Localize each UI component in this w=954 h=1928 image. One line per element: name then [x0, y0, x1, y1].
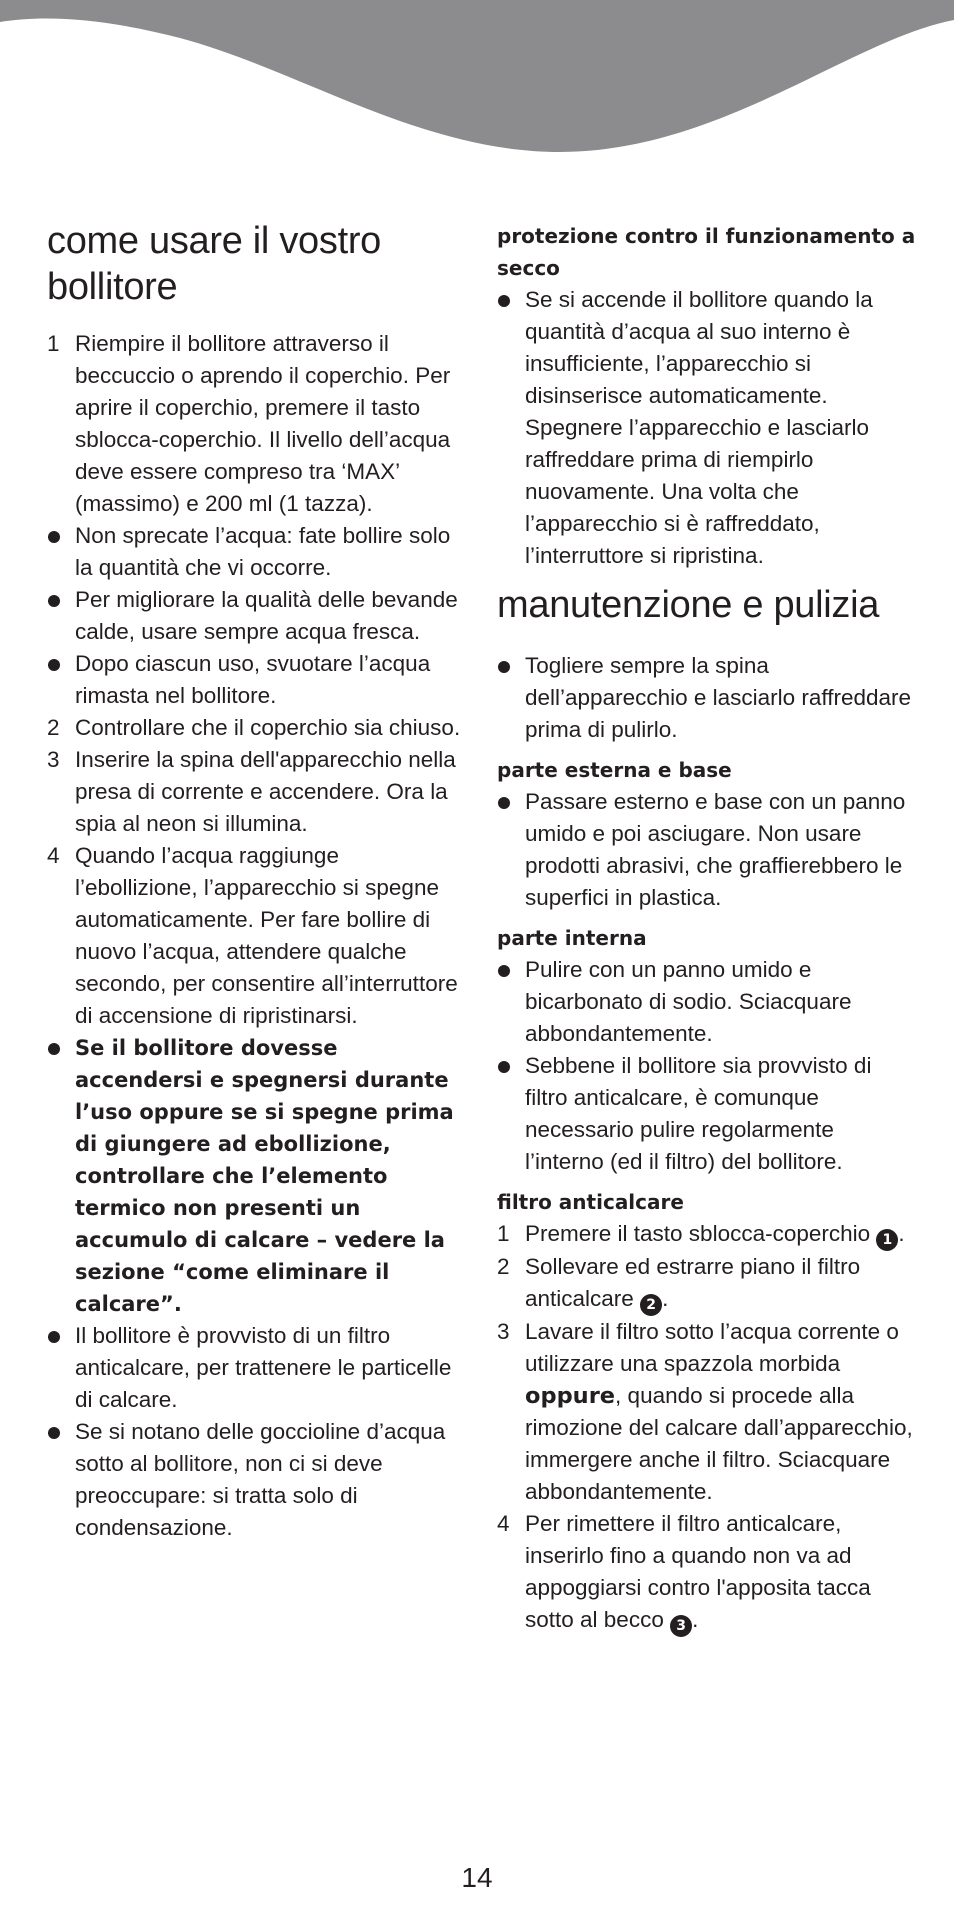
list-item: 4 Quando l’acqua raggiunge l’ebollizione, l’apparecchio si spegne automaticamente. Per fare bollire di nuovo l’acqua, attendere qualche secondo, per consentire all’interruttore di accensione di ripristinarsi.: [47, 840, 467, 1032]
list-item: 2 Controllare che il coperchio sia chiuso.: [47, 712, 467, 744]
bullet-icon: [48, 1043, 60, 1055]
figure-ref-3-icon: 3: [670, 1615, 692, 1637]
step-number: 1: [497, 1221, 510, 1246]
bullet-icon: [498, 965, 510, 977]
list-item: Pulire con un panno umido e bicarbonato di sodio. Sciacquare abbondantemente.: [497, 954, 917, 1050]
list-item: Non sprecate l’acqua: fate bollire solo la quantità che vi occorre.: [47, 520, 467, 584]
step-number: 1: [47, 331, 60, 356]
step-number: 4: [47, 843, 60, 868]
usage-list: [47, 328, 467, 1544]
list-item: Se si accende il bollitore quando la quantità d’acqua al suo interno è insufficiente, l’apparecchio si disinserisce automaticamente. Spegnere l’apparecchio e lasciarlo raffreddare prima di riempirlo nuovamente. Una volta che l’apparecchio si è raffreddato, l’interruttore si ripristina.: [497, 284, 917, 572]
figure-ref-2-icon: 2: [640, 1294, 662, 1316]
list-item: 3 Lavare il filtro sotto l’acqua corrente o utilizzare una spazzola morbida oppure, quando si procede alla rimozione del calcare dall’apparecchio, immergere anche il filtro. Sciacquare abbondantemente.: [497, 1316, 917, 1508]
bullet-icon: [498, 295, 510, 307]
subheading-dry-protection: protezione contro il funzionamento a secco: [497, 224, 916, 280]
header-wave-graphic: [0, 0, 954, 160]
bullet-icon: [498, 1061, 510, 1073]
figure-ref-1-icon: 1: [876, 1229, 898, 1251]
bullet-icon: [498, 797, 510, 809]
bullet-icon: [48, 1331, 60, 1343]
bullet-icon: [48, 1427, 60, 1439]
list-item: Dopo ciascun uso, svuotare l’acqua rimasta nel bollitore.: [47, 648, 467, 712]
list-item: 1 Premere il tasto sblocca-coperchio 1 .: [497, 1218, 917, 1251]
list-item: Togliere sempre la spina dell’apparecchio e lasciarlo raffreddare prima di pulirlo.: [497, 650, 917, 746]
left-column: [47, 218, 467, 1544]
list-item: Il bollitore è provvisto di un filtro anticalcare, per trattenere le particelle di calcare.: [47, 1320, 467, 1416]
step-number: 3: [47, 747, 60, 772]
list-item: Passare esterno e base con un panno umido e poi asciugare. Non usare prodotti abrasivi, che graffierebbero le superfici in plastica.: [497, 786, 917, 914]
step-number: 4: [497, 1511, 510, 1536]
list-item: 3 Inserire la spina dell'apparecchio nella presa di corrente e accendere. Ora la spia al neon si illumina.: [47, 744, 467, 840]
bullet-icon: [48, 531, 60, 543]
subheading-filter: filtro anticalcare: [497, 1190, 684, 1214]
section-heading-how-to-use: come usare il vostro bollitore: [47, 220, 382, 308]
right-column: [497, 220, 917, 1637]
keyword-oppure: oppure: [525, 1383, 616, 1409]
subheading-outside: parte esterna e base: [497, 758, 732, 782]
step-number: 3: [497, 1319, 510, 1344]
list-item: Sebbene il bollitore sia provvisto di filtro anticalcare, è comunque necessario pulire regolarmente l’interno (ed il filtro) del bollitore.: [497, 1050, 917, 1178]
list-item: Per migliorare la qualità delle bevande calde, usare sempre acqua fresca.: [47, 584, 467, 648]
section-heading-maintenance: manutenzione e pulizia: [497, 584, 880, 626]
bullet-icon: [498, 661, 510, 673]
page-number: 14: [461, 1862, 493, 1893]
bullet-icon: [48, 595, 60, 607]
step-number: 2: [47, 715, 60, 740]
step-number: 2: [497, 1254, 510, 1279]
subheading-inside: parte interna: [497, 926, 647, 950]
bullet-icon: [48, 659, 60, 671]
list-item: 2 Sollevare ed estrarre piano il filtro anticalcare 2 .: [497, 1251, 917, 1316]
list-item: Se si notano delle goccioline d’acqua sotto al bollitore, non ci si deve preoccupare: si tratta solo di condensazione.: [47, 1416, 467, 1544]
list-item: 1 Riempire il bollitore attraverso il beccuccio o aprendo il coperchio. Per aprire il coperchio, premere il tasto sblocca-coperchio. Il livello dell’acqua deve essere compreso tra ‘MAX’ (massimo) e 200 ml (1 tazza).: [47, 328, 467, 520]
list-item-warning: Se il bollitore dovesse accendersi e spegnersi durante l’uso oppure se si spegne prima di giungere ad ebollizione, controllare che l’elemento termico non presenti un accumulo di calcare – vedere la sezione “come eliminare il calcare”.: [47, 1032, 467, 1320]
list-item: 4 Per rimettere il filtro anticalcare, inserirlo fino a quando non va ad appoggiarsi contro l'apposita tacca sotto al becco 3 .: [497, 1508, 917, 1637]
